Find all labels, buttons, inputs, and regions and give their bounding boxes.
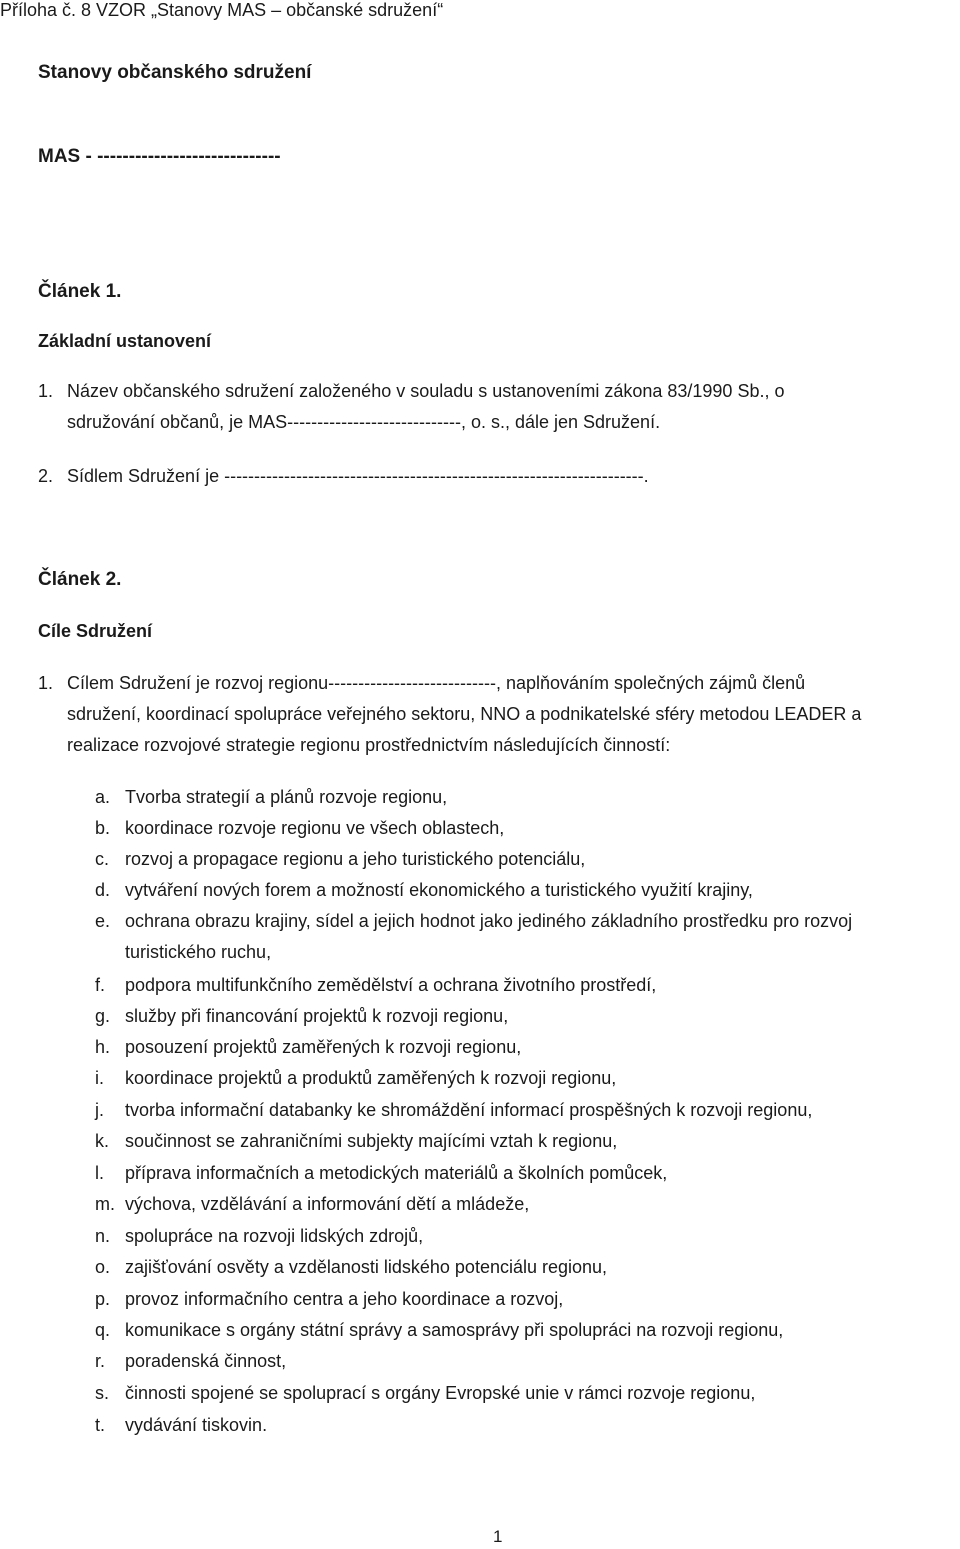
list-item-text-continued: turistického ruchu,	[125, 942, 272, 962]
list-item-letter: t.	[95, 1415, 106, 1435]
list-item-letter: h.	[95, 1037, 111, 1057]
list-item-letter: o.	[95, 1257, 111, 1277]
list-item-text: spolupráce na rozvoji lidských zdrojů,	[125, 1226, 424, 1246]
list-item-text: Tvorba strategií a plánů rozvoje regionu,	[125, 787, 448, 807]
list-item-letter: n.	[95, 1226, 111, 1246]
list-item-letter: e.	[95, 911, 111, 931]
article-1-heading: Základní ustanovení	[38, 331, 212, 351]
list-item-text: podpora multifunkčního zemědělství a ochrana životního prostředí,	[125, 975, 657, 995]
article-2-heading: Cíle Sdružení	[38, 621, 153, 641]
list-item-text: provoz informačního centra a jeho koordinace a rozvoj,	[125, 1289, 564, 1309]
list-item-letter: b.	[95, 818, 111, 838]
article-1-p1-line: Název občanského sdružení založeného v souladu s ustanoveními zákona 83/1990 Sb., o	[67, 381, 785, 401]
list-item-text: zajišťování osvěty a vzdělanosti lidského potenciálu regionu,	[125, 1257, 608, 1277]
list-item-letter: r.	[95, 1351, 106, 1371]
article-1-label: Článek 1.	[38, 281, 122, 302]
list-item-text: výchova, vzdělávání a informování dětí a mládeže,	[125, 1194, 530, 1214]
article-1-p2-line: Sídlem Sdružení je ----------------------------------------------------------------------.	[67, 466, 649, 486]
list-item-letter: q.	[95, 1320, 111, 1340]
document-header: Příloha č. 8 VZOR „Stanovy MAS – občanské sdružení“	[0, 0, 444, 20]
list-item-letter: j.	[95, 1100, 104, 1120]
article-2-p1-line: sdružení, koordinací spolupráce veřejného sektoru, NNO a podnikatelské sféry metodou LEADER a	[67, 704, 862, 724]
list-item-letter: s.	[95, 1383, 110, 1403]
article-1-p1-line: sdružování občanů, je MAS-----------------------------, o. s., dále jen Sdružení.	[67, 412, 661, 432]
list-item-letter: l.	[95, 1163, 104, 1183]
list-item-text: činnosti spojené se spoluprací s orgány Evropské unie v rámci rozvoje regionu,	[125, 1383, 756, 1403]
article-1-p2-number: 2.	[38, 466, 54, 486]
article-2-p1-number: 1.	[38, 673, 54, 693]
article-2-label: Článek 2.	[38, 569, 122, 590]
article-2-p1-line: realizace rozvojové strategie regionu prostřednictvím následujících činností:	[67, 735, 671, 755]
list-item-text: komunikace s orgány státní správy a samosprávy při spolupráci na rozvoji regionu,	[125, 1320, 784, 1340]
document-title: Stanovy občanského sdružení	[38, 62, 312, 83]
list-item-letter: m.	[95, 1194, 115, 1214]
page-number: 1	[493, 1527, 503, 1546]
list-item-text: poradenská činnost,	[125, 1351, 287, 1371]
list-item-letter: d.	[95, 880, 111, 900]
list-item-text: vytváření nových forem a možností ekonomického a turistického využití krajiny,	[125, 880, 753, 900]
list-item-text: tvorba informační databanky ke shromáždění informací prospěšných k rozvoji regionu,	[125, 1100, 813, 1120]
article-2-p1-line: Cílem Sdružení je rozvoj regionu----------------------------, naplňováním společných zájmů členů	[67, 673, 806, 693]
list-item-letter: g.	[95, 1006, 111, 1026]
list-item-letter: a.	[95, 787, 111, 807]
list-item-letter: k.	[95, 1131, 110, 1151]
list-item-text: vydávání tiskovin.	[125, 1415, 268, 1435]
list-item-text: rozvoj a propagace regionu a jeho turistického potenciálu,	[125, 849, 586, 869]
list-item-text: ochrana obrazu krajiny, sídel a jejich hodnot jako jediného základního prostředku pro rozvoj	[125, 911, 853, 931]
list-item-letter: i.	[95, 1068, 104, 1088]
list-item-text: součinnost se zahraničními subjekty majícími vztah k regionu,	[125, 1131, 618, 1151]
article-1-p1-number: 1.	[38, 381, 54, 401]
list-item-text: služby při financování projektů k rozvoji regionu,	[125, 1006, 509, 1026]
list-item-text: příprava informačních a metodických materiálů a školních pomůcek,	[125, 1163, 668, 1183]
list-item-letter: p.	[95, 1289, 111, 1309]
mas-name-line: MAS - -----------------------------	[38, 146, 281, 167]
list-item-text: koordinace rozvoje regionu ve všech oblastech,	[125, 818, 505, 838]
list-item-text: posouzení projektů zaměřených k rozvoji regionu,	[125, 1037, 522, 1057]
list-item-letter: f.	[95, 975, 106, 995]
list-item-letter: c.	[95, 849, 110, 869]
list-item-text: koordinace projektů a produktů zaměřených k rozvoji regionu,	[125, 1068, 617, 1088]
